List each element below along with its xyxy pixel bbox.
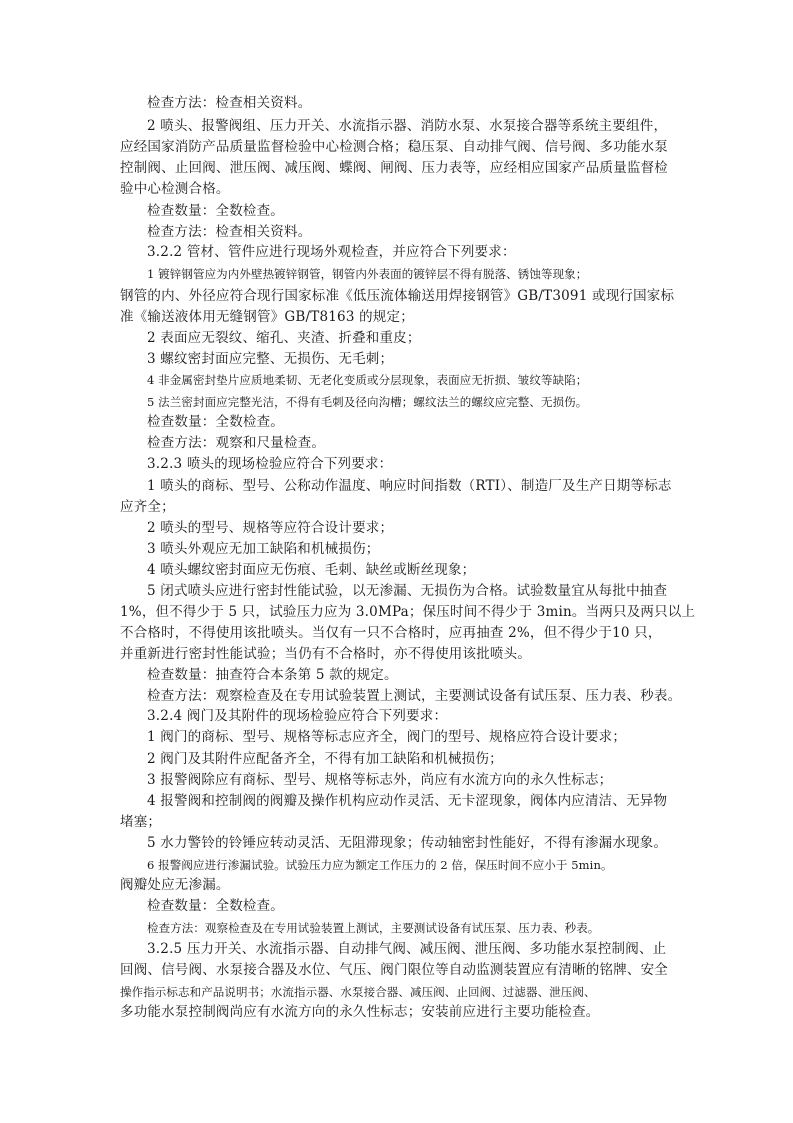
text-line: 1%，但不得少于 5 只，试验压力应为 3.0MPa；保压时间不得少于 3min。当两只及两只以上 xyxy=(120,604,696,620)
text-line: 应齐全； xyxy=(120,499,175,515)
text-line: 不合格时，不得使用该批喷头。当仅有一只不合格时，应再抽查 2%，但不得少于10 只， xyxy=(120,625,662,641)
text-line: 3 喷头外观应无加工缺陷和机械损伤； xyxy=(147,541,380,557)
text-line: 验中心检测合格。 xyxy=(120,181,230,197)
text-line: 4 喷头螺纹密封面应无伤痕、毛刺、缺丝或断丝现象； xyxy=(147,562,476,578)
text-line: 1 阀门的商标、型号、规格等标志应齐全，阀门的型号、规格应符合设计要求； xyxy=(147,729,627,745)
text-line: 检查数量：全数检查。 xyxy=(147,898,284,914)
text-line: 检查方法：观察和尺量检查。 xyxy=(147,435,326,451)
text-line: 应经国家消防产品质量监督检验中心检测合格；稳压泵、自动排气阀、信号阀、多功能水泵 xyxy=(120,139,668,155)
section-heading: 3.2.2 管材、管件应进行现场外观检查，并应符合下列要求： xyxy=(147,244,516,260)
text-line: 检查方法：观察检查及在专用试验装置上测试，主要测试设备有试压泵、压力表、秒表。 xyxy=(147,921,600,935)
text-line: 2 喷头的型号、规格等应符合设计要求； xyxy=(147,520,394,536)
text-line: 2 表面应无裂纹、缩孔、夹渣、折叠和重皮； xyxy=(147,330,421,346)
text-line: 6 报警阀应进行渗漏试验。试验压力应为额定工作压力的 2 倍，保压时间不应小于 5min。 xyxy=(147,858,613,872)
section-heading: 3.2.3 喷头的现场检验应符合下列要求： xyxy=(147,456,393,472)
text-line: 4 非金属密封垫片应质地柔韧、无老化变质或分层现象，表面应无折损、皱纹等缺陷； xyxy=(147,373,588,387)
text-line: 3 螺纹密封面应完整、无损伤、无毛刺； xyxy=(147,351,394,367)
text-line: 2 喷头、报警阀组、压力开关、水流指示器、消防水泵、水泵接合器等系统主要组件， xyxy=(147,118,668,134)
text-line: 检查数量：全数检查。 xyxy=(147,203,284,219)
text-line: 1 喷头的商标、型号、公称动作温度、响应时间指数（RTI）、制造厂及生产日期等标志 xyxy=(147,478,672,494)
text-line: 检查方法：观察检查及在专用试验装置上测试，主要测试设备有试压泵、压力表、秒表。 xyxy=(147,688,682,704)
text-line: 检查数量：抽查符合本条第 5 款的规定。 xyxy=(147,667,398,683)
text-line: 3 报警阀除应有商标、型号、规格等标志外，尚应有水流方向的永久性标志； xyxy=(147,772,613,788)
text-line: 检查方法：检查相关资料。 xyxy=(147,224,312,240)
section-heading: 3.2.5 压力开关、水流指示器、自动排气阀、减压阀、泄压阀、多功能水泵控制阀、止 xyxy=(147,941,667,957)
text-line: 阀瓣处应无渗漏。 xyxy=(120,877,230,893)
text-line: 检查方法：检查相关资料。 xyxy=(147,95,312,111)
section-heading: 3.2.4 阀门及其附件的现场检验应符合下列要求： xyxy=(147,708,448,724)
text-line: 5 水力警铃的铃锤应转动灵活、无阻滞现象；传动轴密封性能好，不得有渗漏水现象。 xyxy=(147,835,668,851)
text-line: 4 报警阀和控制阀的阀瓣及操作机构应动作灵活、无卡涩现象，阀体内应清洁、无异物 xyxy=(147,793,668,809)
text-line: 1 镀锌钢管应为内外壁热镀锌钢管，钢管内外表面的镀锌层不得有脱落、锈蚀等现象； xyxy=(147,267,588,281)
text-line: 回阀、信号阀、水泵接合器及水位、气压、阀门限位等自动监测装置应有清晰的铭牌、安全 xyxy=(120,962,668,978)
text-line: 准《输送液体用无缝钢管》GB/T8163 的规定； xyxy=(120,309,414,325)
text-line: 多功能水泵控制阀尚应有水流方向的永久性标志；安装前应进行主要功能检查。 xyxy=(120,1004,600,1020)
text-line: 5 闭式喷头应进行密封性能试验，以无渗漏、无损伤为合格。试验数量宜从每批中抽查 xyxy=(147,583,668,599)
text-line: 2 阀门及其附件应配备齐全，不得有加工缺陷和机械损伤； xyxy=(147,751,503,767)
text-line: 钢管的内、外径应符合现行国家标准《低压流体输送用焊接钢管》GB/T3091 或现行国家标 xyxy=(120,288,675,304)
text-line: 操作指示标志和产品说明书；水流指示器、水泵接合器、减压阀、止回阀、过滤器、泄压阀、 xyxy=(120,985,596,999)
text-line: 5 法兰密封面应完整光洁，不得有毛刺及径向沟槽；螺纹法兰的螺纹应完整、无损伤。 xyxy=(147,395,588,409)
text-line: 检查数量：全数检查。 xyxy=(147,414,284,430)
text-line: 控制阀、止回阀、泄压阀、减压阀、蝶阀、闸阀、压力表等，应经相应国家产品质量监督检 xyxy=(120,160,668,176)
text-line: 堵塞； xyxy=(120,814,162,830)
text-line: 并重新进行密封性能试验；当仍有不合格时，亦不得使用该批喷头。 xyxy=(120,646,531,662)
